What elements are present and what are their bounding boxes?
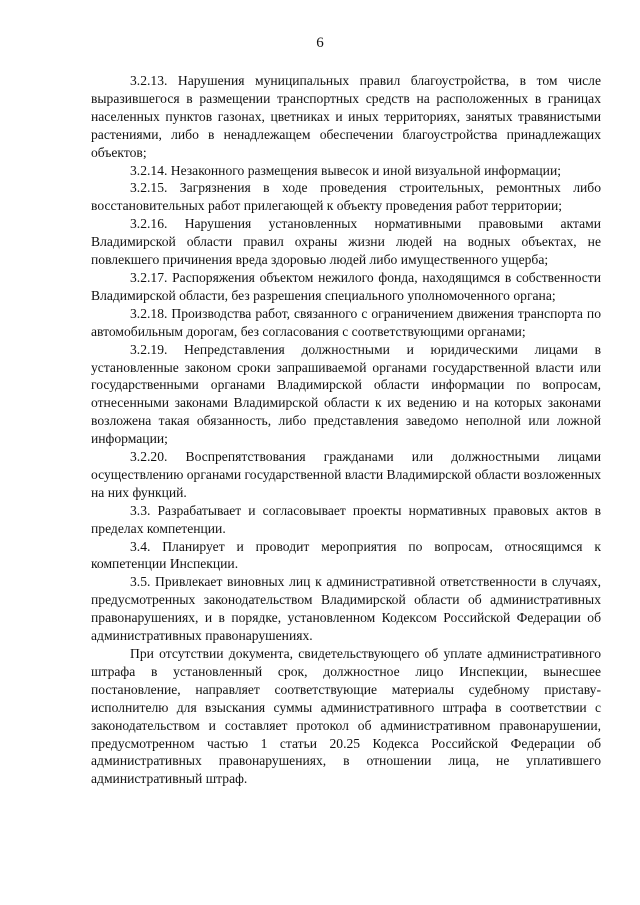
- paragraph-3-2-19: 3.2.19. Непредставления должностными и юридическими лицами в установленные законом сроки запрашиваемой органами государственной власти или государственными органами Владимирской области информации по вопросам, отнесенными законами Владимирской области к их ведению и на которых законами возложена такая обязанность, либо представления заведомо неполной или ложной информации;: [91, 341, 601, 447]
- paragraph-3-2-16: 3.2.16. Нарушения установленных нормативными правовыми актами Владимирской области правил охраны жизни людей на водных объектах, не повлекшего причинения вреда здоровью людей либо имущественного ущерба;: [91, 216, 601, 268]
- paragraph-3-2-13: 3.2.13. Нарушения муниципальных правил благоустройства, в том числе выразившегося в размещении транспортных средств на расположенных в границах населенных пунктов газонах, цветниках и иных территориях, занятых травянистыми растениями, либо в ненадлежащем обеспечении благоустройства принадлежащих объектов;: [91, 73, 601, 160]
- document-body: [91, 72, 601, 788]
- page-number: 6: [316, 35, 324, 51]
- paragraph-3-5: 3.5. Привлекает виновных лиц к административной ответственности в случаях, предусмотренных законодательством Владимирской области об административных правонарушениях, и в порядке, установленном Кодексом Российской Федерации об административных правонарушениях.: [91, 574, 601, 644]
- paragraph-fine-nonpayment: При отсутствии документа, свидетельствующего об уплате административного штрафа в установленный срок, должностное лицо Инспекции, вынесшее постановление, направляет соответствующие материалы судебному приставу-исполнителю для взыскания суммы административного штрафа в соответствии с законодательством и составляет протокол об административном правонарушении, предусмотренном частью 1 статьи 20.25 Кодекса Российской Федерации об административных правонарушениях, в отношении лица, не уплатившего административный штраф.: [91, 646, 601, 787]
- paragraph-3-2-17: 3.2.17. Распоряжения объектом нежилого фонда, находящимся в собственности Владимирской области, без разрешения специального уполномоченного органа;: [91, 269, 601, 303]
- paragraph-3-3: 3.3. Разрабатывает и согласовывает проекты нормативных правовых актов в пределах компетенции.: [91, 502, 601, 536]
- paragraph-3-2-20: 3.2.20. Воспрепятствования гражданами или должностными лицами осуществлению органами государственной власти Владимирской области возложенных на них функций.: [91, 449, 601, 500]
- paragraph-3-2-15: 3.2.15. Загрязнения в ходе проведения строительных, ремонтных либо восстановительных работ прилегающей к объекту проведения работ территории;: [91, 180, 601, 214]
- paragraph-3-4: 3.4. Планирует и проводит мероприятия по вопросам, относящимся к компетенции Инспекции.: [91, 538, 601, 572]
- paragraph-3-2-14: 3.2.14. Незаконного размещения вывесок и иной визуальной информации;: [130, 162, 561, 178]
- paragraph-3-2-18: 3.2.18. Производства работ, связанного с ограничением движения транспорта по автомобильным дорогам, без согласования с соответствующими органами;: [91, 305, 601, 339]
